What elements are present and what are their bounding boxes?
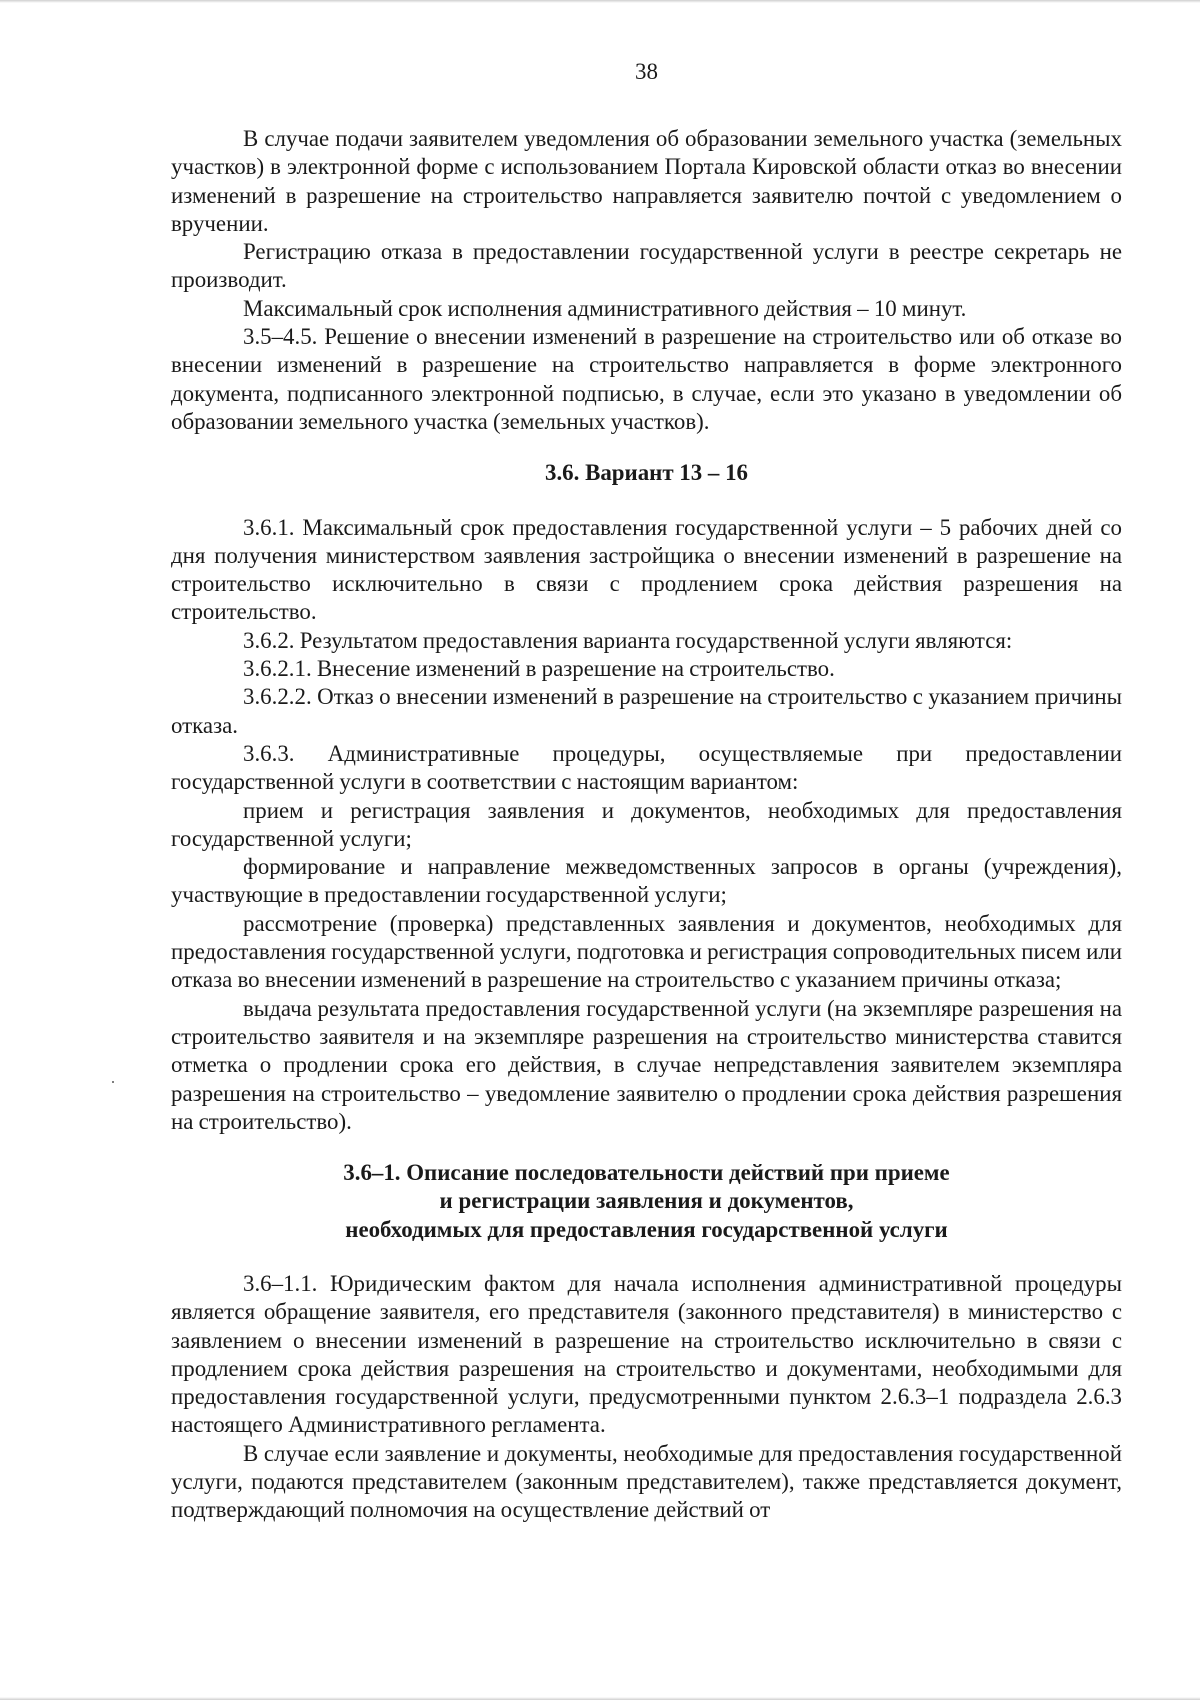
section-heading-3-6: 3.6. Вариант 13 – 16 — [545, 460, 748, 486]
paragraph-3-6-2-1: 3.6.2.1. Внесение изменений в разрешение на строительство. — [243, 656, 835, 682]
paragraph-representative: В случае если заявление и документы, необходимые для предоставления государственной услуги, подаются представителем (законным представителем), также представляется документ, подтверждающий полномочия на осуществление действий от — [171, 1440, 1122, 1523]
heading-line-3: необходимых для предоставления государственной услуги — [345, 1216, 948, 1242]
page-number: 38 — [635, 59, 658, 84]
list-item-reception: прием и регистрация заявления и документов, необходимых для предоставления государственной услуги; — [171, 797, 1122, 851]
paragraph-registration-refusal: Регистрацию отказа в предоставлении государственной услуги в реестре секретарь не производит. — [171, 239, 1122, 293]
paragraph-notification-refusal: В случае подачи заявителем уведомления об образовании земельного участка (земельных участков) в электронной форме с использованием Портала Кировской области отказ во внесении изменений в разрешение на строительство направляется заявителю почтой с уведомлением о вручении. — [171, 126, 1122, 236]
list-item-result: выдача результата предоставления государственной услуги (на экземпляре разрешения на строительство заявителя и на экземпляре разрешения на строительство министерства ставится отметка о продлении срока его действия, в случае непредставления заявителем экземпляра разрешения на строительство – уведомление заявителю о продлении срока действия разрешения на строительство). — [171, 995, 1122, 1134]
paragraph-3-6-1: 3.6.1. Максимальный срок предоставления государственной услуги – 5 рабочих дней со дня получения министерством заявления застройщика о внесении изменений в разрешение на строительство исключительно в связи с продлением срока действия разрешения на строительство. — [171, 514, 1122, 625]
heading-line-1: 3.6–1. Описание последовательности действий при приеме — [343, 1160, 950, 1186]
paragraph-3-6-2: 3.6.2. Результатом предоставления варианта государственной услуги являются: — [243, 627, 1013, 653]
section-heading-3-6-1 — [171, 1159, 1122, 1244]
paragraph-max-duration: Максимальный срок исполнения административного действия – 10 минут. — [243, 295, 967, 321]
document-body — [171, 125, 1122, 1525]
paragraph-3-6-1-1: 3.6–1.1. Юридическим фактом для начала исполнения административной процедуры является обращение заявителя, его представителя (законного представителя) в министерство с заявлением о внесении изменений в разрешение на строительство исключительно в связи с продлением срока действия разрешения на строительство и документами, необходимыми для предоставления государственной услуги, предусмотренными пунктом 2.6.3–1 подраздела 2.6.3 настоящего Административного регламента. — [171, 1270, 1122, 1438]
list-item-review: рассмотрение (проверка) представленных заявления и документов, необходимых для предоставления государственной услуги, подготовка и регистрация сопроводительных писем или отказа во внесении изменений в разрешение на строительство с указанием причины отказа; — [171, 910, 1122, 993]
heading-line-2: и регистрации заявления и документов, — [439, 1188, 854, 1214]
list-item-requests: формирование и направление межведомственных запросов в органы (учреждения), участвующие в предоставлении государственной услуги; — [171, 854, 1122, 908]
paragraph-3-5-4-5: 3.5–4.5. Решение о внесении изменений в разрешение на строительство или об отказе во внесении изменений в разрешение на строительство направляется в форме электронного документа, подписанного электронной подписью, в случае, если это указано в уведомлении об образовании земельного участка (земельных участков). — [171, 324, 1122, 434]
document-page — [171, 0, 1122, 1700]
paragraph-3-6-2-2: 3.6.2.2. Отказ о внесении изменений в разрешение на строительство с указанием причины отказа. — [171, 684, 1122, 738]
scan-speck — [112, 1081, 114, 1083]
paragraph-3-6-3: 3.6.3. Административные процедуры, осуществляемые при предоставлении государственной услуги в соответствии с настоящим вариантом: — [171, 740, 1122, 795]
